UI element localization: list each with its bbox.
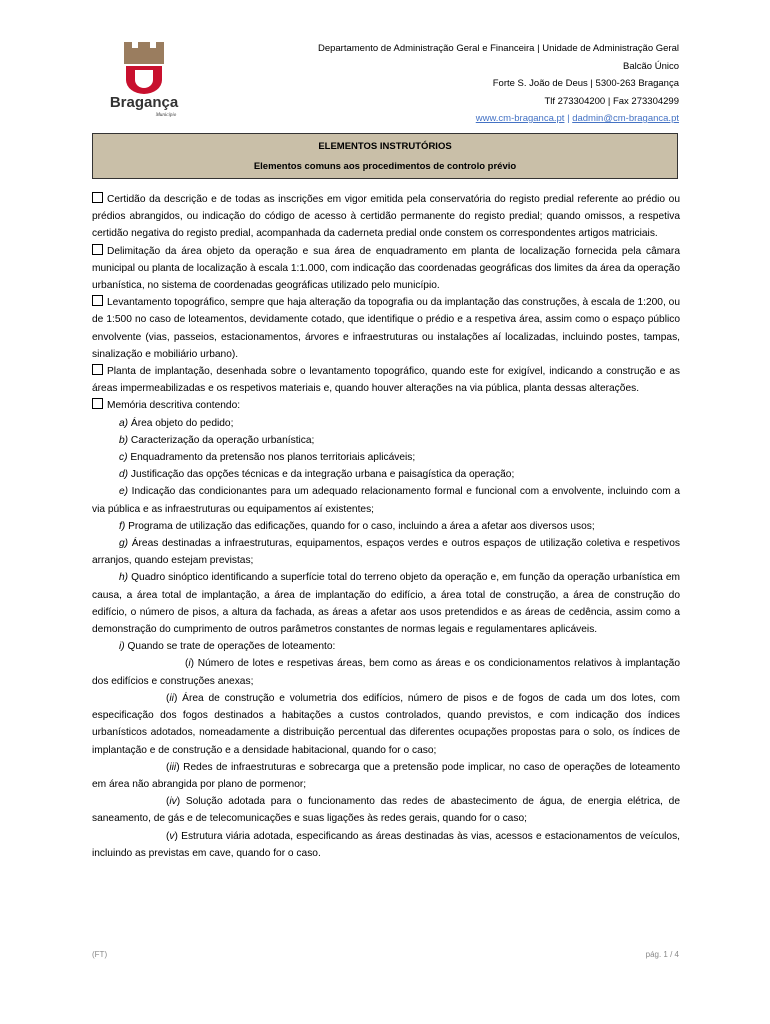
banner-title: ELEMENTOS INSTRUTÓRIOS — [318, 141, 452, 152]
memoria-item-d: d) Justificação das opções técnicas e da integração urbana e paisagística da operação; — [119, 469, 515, 481]
memoria-item-e: e) Indicação das condicionantes para um adequado relacionamento formal e funcional com a envolvente, incluindo com a via pública e as infraestruturas ou equipamentos aí existentes; — [92, 486, 680, 515]
item-memoria — [92, 397, 680, 414]
loteamento-item-ii: (ii) Área de construção e volumetria dos edifícios, número de pisos e de fogos de cada um dos lotes, com especificação dos fogos destinados a habitações a custos controlados, quando previstos, e com indicação dos índices urbanísticos adotados, nomeadamente a distribuição percentual das diferentes ocupações propostas para o solo, os índices de implantação e de construção e a densidade habitacional, quando for o caso; — [92, 692, 680, 756]
memoria-item-a: a) Área objeto do pedido; — [119, 417, 234, 429]
item-delimitacao — [92, 243, 680, 295]
memoria-item-i: i) Quando se trate de operações de loteamento: — [119, 641, 336, 653]
loteamento-item-iii: (iii) Redes de infraestruturas e sobrecarga que a pretensão pode implicar, no caso de operações de loteamento em área não abrangida por plano de pormenor; — [92, 761, 680, 790]
checkbox-certidao[interactable] — [92, 192, 103, 203]
section-banner — [92, 133, 678, 179]
header-links — [259, 110, 679, 128]
memoria-item-b: b) Caracterização da operação urbanística; — [119, 434, 315, 446]
loteamento-item-iv: (iv) Solução adotada para o funcionamento das redes de abastecimento de água, de energia elétrica, de saneamento, de gás e de telecomunicações e suas ligações às redes gerais, quando for o caso; — [92, 796, 680, 825]
memoria-item-f: f) Programa de utilização das edificações, quando for o caso, incluindo a área a afetar aos diversos usos; — [119, 520, 595, 532]
website-link[interactable]: www.cm-braganca.pt — [475, 113, 565, 124]
tower-icon — [124, 42, 164, 64]
item-levantamento-text: Levantamento topográfico, sempre que haja alteração da topografia ou da implantação das construções, à escala de 1:200, ou de 1:500 no caso de loteamentos, devidamente cotado, que identifique o prédio e a respetiva área, assim como o espaço público envolvente (vias, passeios, estacionamentos, árvores e infraestruturas ou instalações aí localizadas, incluindo postes, tampas, sinalização e mobiliário urbano). — [92, 297, 680, 360]
header-address: Forte S. João de Deus | 5300-263 Bragança — [492, 78, 679, 89]
header-phone: Tlf 273304200 | Fax 273304299 — [544, 95, 679, 107]
shield-icon — [126, 66, 162, 94]
checkbox-memoria[interactable] — [92, 398, 103, 409]
banner-subtitle: Elementos comuns aos procedimentos de controlo prévio — [253, 161, 517, 172]
header-department: Departamento de Administração Geral e Financeira | Unidade de Administração Geral — [317, 43, 679, 54]
item-levantamento — [92, 294, 680, 363]
checkbox-levantamento[interactable] — [92, 295, 103, 306]
item-planta-text: Planta de implantação, desenhada sobre o levantamento topográfico, quando este for exigível, indicando a construção e as áreas impermeabilizadas e os respetivos materiais e, quando houver alterações na via pública, planta dessas alterações. — [92, 366, 680, 395]
checkbox-planta[interactable] — [92, 364, 103, 375]
memoria-item-h: h) Quadro sinóptico identificando a superfície total do terreno objeto da operação e, em função da operação urbanística em causa, a área total de implantação, a área de implantação do edifício, a área total de construção, a área de construção do edifício, o número de pisos, a altura da fachada, as áreas a afetar aos usos pretendidos e as áreas de cedência, assim como a demonstração do cumprimento de outros parâmetros constantes de normas legais e regulamentares aplicáveis. — [92, 572, 680, 636]
logo-subtitle: Município — [155, 113, 177, 118]
header — [259, 40, 679, 128]
document-body — [92, 191, 680, 862]
item-certidao — [92, 191, 680, 243]
logo-name: Bragança — [109, 94, 179, 111]
header-unit: Balcão Único — [623, 60, 679, 72]
loteamento-item-i: (i) Número de lotes e respetivas áreas, bem como as áreas e os condicionamentos relativos à implantação dos edifícios e construções anexas; — [92, 658, 680, 687]
item-memoria-text: Memória descritiva contendo: — [107, 400, 241, 412]
memoria-item-g: g) Áreas destinadas a infraestruturas, equipamentos, espaços verdes e outros espaços de utilização coletiva e respetivos arranjos, quando estejam previstas; — [92, 538, 680, 567]
item-certidao-text: Certidão da descrição e de todas as inscrições em vigor emitida pela conservatória do registo predial referente ao prédio ou prédios abrangidos, ou indicação do código de acesso à certidão permanente do registo predial; quando omissos, a respetiva certidão negativa do registo predial, acompanhada da caderneta predial onde constem os correspondentes artigos matriciais. — [92, 194, 680, 240]
memoria-item-c: c) Enquadramento da pretensão nos planos territoriais aplicáveis; — [119, 452, 416, 464]
checkbox-delimitacao[interactable] — [92, 244, 103, 255]
loteamento-item-v: (v) Estrutura viária adotada, especificando as áreas destinadas às vias, acessos e estacionamentos de veículos, incluindo as previstas em cave, quando for o caso. — [92, 830, 680, 859]
link-separator: | — [564, 113, 573, 124]
page-number: pág. 1 / 4 — [645, 950, 679, 959]
footer-code: (FT) — [92, 950, 108, 959]
item-planta — [92, 363, 680, 397]
braganca-logo — [104, 40, 184, 120]
item-delimitacao-text: Delimitação da área objeto da operação e sua área de enquadramento em planta de localização fornecida pela câmara municipal ou planta de localização à escala 1:1.000, com indicação das coordenadas geográficas dos limites da área da operação urbanística, no sistema de coordenadas geográficas utilizado pelo município. — [92, 245, 680, 292]
email-link[interactable]: dadmin@cm-braganca.pt — [572, 113, 679, 124]
